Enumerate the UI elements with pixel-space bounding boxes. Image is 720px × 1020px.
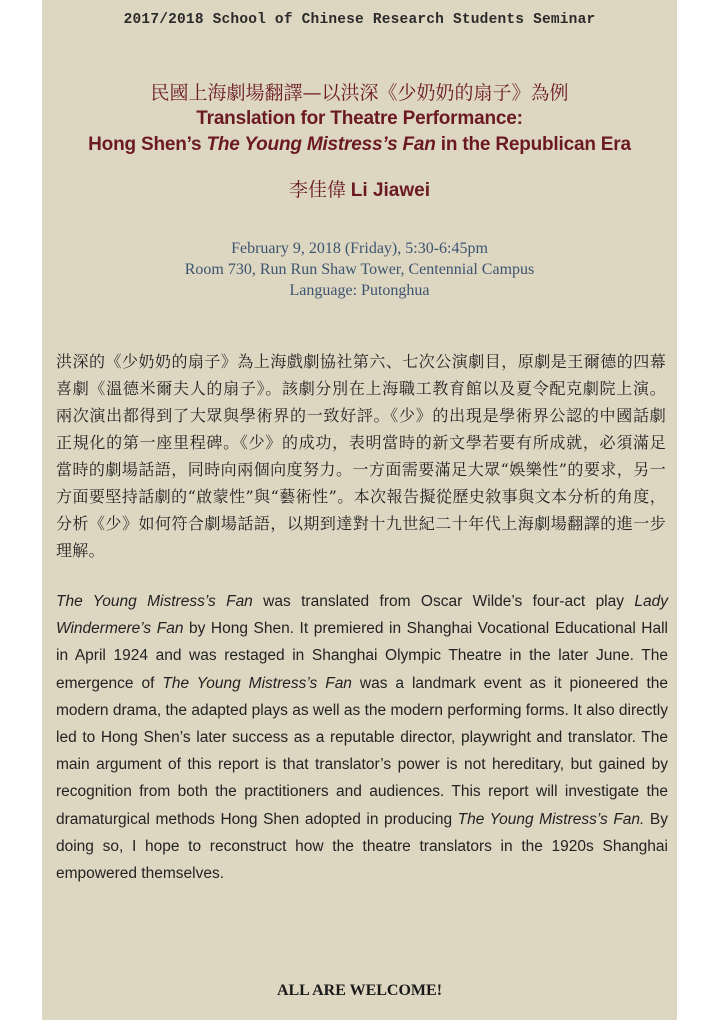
title-suffix: in the Republican Era (435, 134, 631, 155)
event-date-time: February 9, 2018 (Friday), 5:30-6:45pm (231, 240, 488, 257)
title-play-name: The Young Mistress’s Fan (206, 134, 436, 155)
seminar-series-header: 2017/2018 School of Chinese Research Students Seminar (123, 12, 596, 28)
event-language: Language: Putonghua (289, 282, 430, 299)
talk-title (42, 80, 677, 158)
poster-panel (42, 0, 677, 1020)
welcome-message: ALL ARE WELCOME! (276, 982, 443, 999)
speaker-name (42, 176, 677, 205)
event-venue: Room 730, Run Run Shaw Tower, Centennial Campus (184, 261, 535, 278)
abstract-italic-title: The Young Mistress’s Fan (162, 674, 352, 692)
abstract-text: by Hong Shen. It premiered in Shanghai Vocational Educational Hall in April 1924 and was restaged in Shanghai Olympic Theatre in the later June. The emergence of (56, 620, 669, 692)
talk-title-english-line1: Translation for Theatre Performance: (196, 108, 523, 129)
abstract-text: By doing so, I hope to reconstruct how the theatre translators in the 1920s Shanghai empowered themselves. (56, 810, 669, 883)
abstract-chinese: 洪深的《少奶奶的扇子》為上海戲劇協社第六、七次公演劇目，原劇是王爾德的四幕喜劇《溫德米爾夫人的扇子》。該劇分別在上海職工教育館以及夏令配克劇院上演。兩次演出都得到了大眾與學術界的一致好評。《少》的出現是學術界公認的中國話劇正規化的第一座里程碑。《少》的成功，表明當時的新文學若要有所成就，必須滿足當時的劇場話語，同時向兩個向度努力。一方面需要滿足大眾“娛樂性”的要求，另一方面要堅持話劇的“啟蒙性”與“藝術性”。本次報告擬從歷史敘事與文本分析的角度，分析《少》如何符合劇場話語，以期到達對十九世紀二十年代上海劇場翻譯的進一步理解。 (56, 352, 666, 560)
speaker-name-chinese: 李佳偉 (289, 179, 347, 201)
abstract-english (56, 588, 668, 887)
abstract-text: was translated from Oscar Wilde’s four-act play (252, 593, 635, 610)
talk-title-chinese: 民國上海劇場翻譯—以洪深《少奶奶的扇子》為例 (150, 82, 569, 104)
abstract-italic-title: The Young Mistress’s Fan. (457, 810, 645, 828)
talk-title-english-line2 (42, 132, 677, 158)
abstract-italic-title: Lady Windermere’s Fan (56, 593, 668, 638)
speaker-name-english: Li Jiawei (350, 180, 430, 201)
abstract-text: was a landmark event as it pioneered the modern drama, the adapted plays as well as the modern performing forms. It also directly led to Hong Shen’s later success as a reputable director, playwright and translator. The main argument of this report is that translator’s power is not hereditary, but gained by recognition from both the practitioners and audiences. This report will investigate the dramaturgical methods Hong Shen adopted in producing (56, 674, 668, 828)
title-prefix: Hong Shen’s (88, 134, 207, 155)
event-info (42, 238, 677, 301)
abstract-italic-title: The Young Mistress’s Fan (56, 593, 253, 610)
